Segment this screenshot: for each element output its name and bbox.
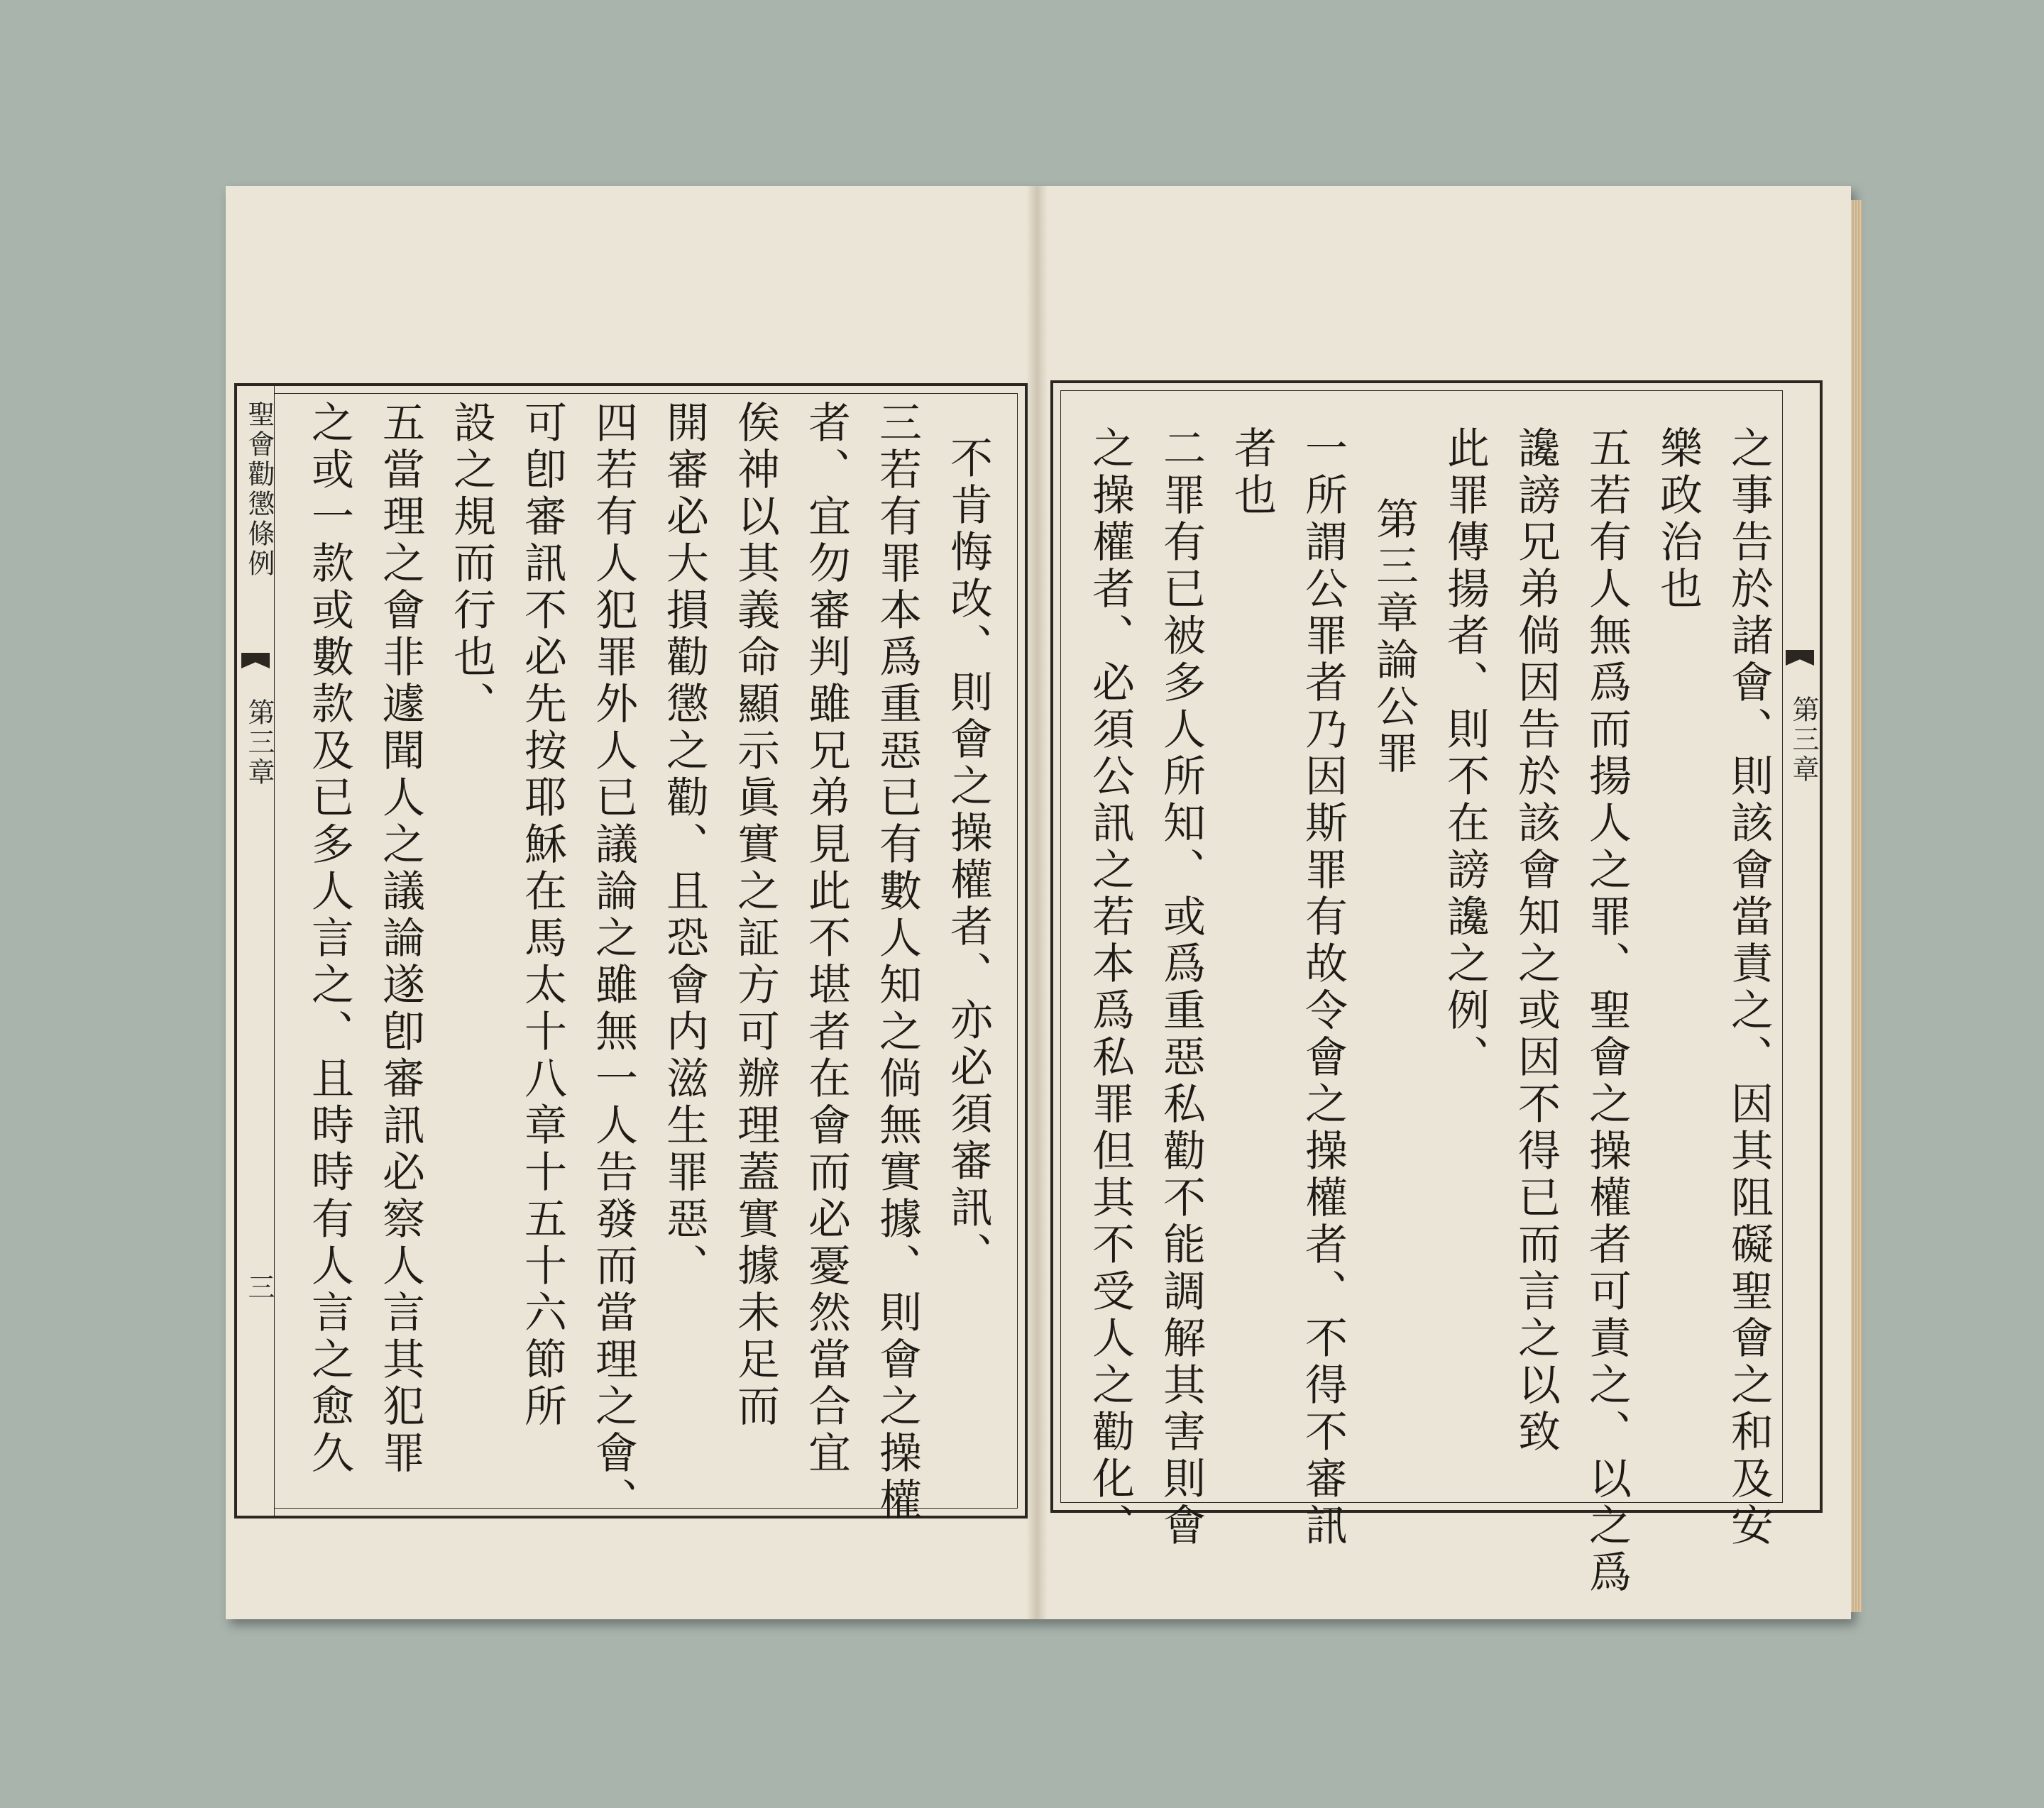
text-column: 三若有罪本爲重惡已有數人知之倘無實據、則會之操權 <box>872 400 922 1524</box>
text-column: 者、宜勿審判雖兄弟見此不堪者在會而必憂然當合宜 <box>801 400 851 1477</box>
right-page <box>1036 186 1851 1619</box>
text-column: 讒謗兄弟倘因告於該會知之或因不得已而言之以致 <box>1511 426 1561 1456</box>
text-column: 設之規而行也、 <box>446 400 496 728</box>
text-column: 五當理之會非遽聞人之議論遂卽審訊必察人言其犯罪 <box>375 400 425 1477</box>
text-column: 之操權者、必須公訊之若本爲私罪但其不受人之勸化、 <box>1085 426 1135 1550</box>
text-column: 之事告於諸會、則該會當責之、因其阻礙聖會之和及安 <box>1724 426 1774 1550</box>
book-spine-fold <box>1026 186 1048 1619</box>
text-column: 者也 <box>1227 426 1277 519</box>
text-column: 開審必大損勸懲之勸、且恐會内滋生罪惡、 <box>659 400 709 1290</box>
text-column: 不肯悔改、則會之操權者、亦必須審訊、 <box>943 436 993 1279</box>
text-column: 二罪有已被多人所知、或爲重惡私勸不能調解其害則會 <box>1156 426 1206 1550</box>
page-edges <box>1851 200 1862 1612</box>
text-column: 樂政治也 <box>1653 426 1703 613</box>
margin-chapter: 第三章 <box>1788 695 1819 785</box>
text-column: 可卽審訊不必先按耶穌在馬太十八章十五十六節所 <box>517 400 567 1431</box>
text-column: 四若有人犯罪外人已議論之雖無一人告發而當理之會、 <box>588 400 638 1524</box>
right-page-frame <box>1050 380 1823 1597</box>
left-page-frame <box>234 383 1028 1524</box>
margin-chapter: 第三章 <box>243 698 275 788</box>
text-column: 此罪傳揚者、則不在謗讒之例、 <box>1440 426 1490 1081</box>
fishtail-mark-icon <box>241 653 270 668</box>
open-book <box>226 186 1851 1619</box>
left-page <box>226 186 1037 1619</box>
margin-book-title: 聖會勸懲條例 <box>243 400 275 579</box>
page-number: 三 <box>243 1273 275 1303</box>
fishtail-mark-icon <box>1786 650 1814 666</box>
text-column: 五若有人無爲而揚人之罪、聖會之操權者可責之、以之爲 <box>1582 426 1632 1597</box>
chapter-heading: 第三章論公罪 <box>1369 497 1419 778</box>
text-column: 一所謂公罪者乃因斯罪有故令會之操權者、不得不審訊 <box>1298 426 1348 1550</box>
text-column: 之或一款或數款及已多人言之、且時時有人言之愈久 <box>304 400 354 1477</box>
text-column: 俟神以其義命顯示眞實之証方可辦理蓋實據未足而 <box>730 400 780 1431</box>
